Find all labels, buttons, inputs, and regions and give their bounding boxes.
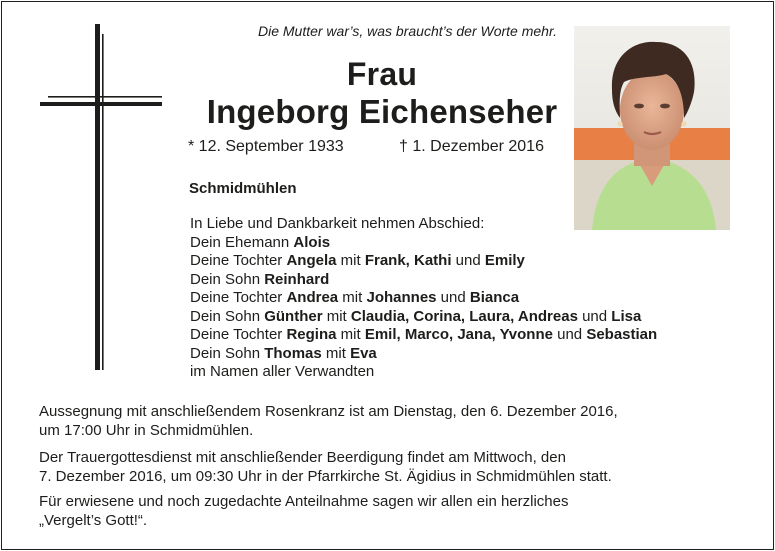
mourner-text: und	[451, 252, 485, 269]
mourner-line	[190, 326, 657, 345]
mourner-text: mit	[322, 307, 351, 325]
deceased-name: Ingeborg Eichenseher	[206, 93, 558, 130]
mourner-name: Claudia, Corina, Laura, Andreas	[350, 307, 578, 325]
mourner-line	[190, 252, 657, 271]
mourner-text: Deine Tochter	[190, 289, 287, 306]
mourner-name: Thomas	[264, 344, 322, 362]
obituary-card	[1, 1, 774, 550]
mourner-line	[190, 289, 657, 308]
salutation: Frau	[346, 56, 418, 92]
mourner-name: Bianca	[469, 289, 520, 306]
mourner-text: Dein Sohn	[190, 344, 265, 362]
mourner-line	[190, 234, 657, 253]
mourner-name: Regina	[286, 326, 337, 343]
mourner-text: Dein Ehemann	[190, 233, 294, 251]
mourner-text: und	[436, 289, 470, 306]
thanks-notice	[39, 492, 739, 530]
mourner-name: Reinhard	[264, 270, 330, 288]
blessing-line-2: um 17:00 Uhr in Schmidmühlen.	[39, 422, 254, 439]
mourner-name: Frank, Kathi	[364, 252, 452, 269]
mourner-line	[190, 271, 657, 290]
thanks-line-1: Für erwiesene und noch zugedachte Anteilnahme sagen wir allen ein herzliches	[39, 493, 569, 510]
mourner-text: mit	[336, 326, 365, 343]
mourner-name: Emil, Marco, Jana, Yvonne	[364, 326, 553, 343]
mourner-text: In Liebe und Dankbarkeit nehmen Abschied:	[190, 215, 485, 232]
mourner-name: Emily	[484, 252, 525, 269]
mourner-line	[190, 308, 657, 327]
service-line-2: 7. Dezember 2016, um 09:30 Uhr in der Pfarrkirche St. Ägidius in Schmidmühlen statt.	[39, 468, 612, 485]
mourner-line	[190, 363, 657, 382]
service-notice	[39, 448, 739, 486]
portrait-photo	[574, 26, 730, 230]
motto: Die Mutter war’s, was braucht’s der Worte mehr.	[257, 23, 557, 39]
thanks-line-2: „Vergelt’s Gott!“.	[39, 512, 148, 529]
service-line-1: Der Trauergottesdienst mit anschließender Beerdigung findet am Mittwoch, den	[39, 449, 566, 466]
mourner-line	[190, 345, 657, 364]
mourner-text: Dein Sohn	[190, 307, 265, 325]
mourner-text: Deine Tochter	[190, 252, 287, 269]
mourner-name: Günther	[264, 307, 323, 325]
mourner-name: Sebastian	[586, 326, 658, 343]
mourner-text: mit	[336, 252, 365, 269]
mourner-text: und	[577, 307, 612, 325]
mourner-text: und	[552, 326, 587, 343]
birth-date: * 12. September 1933	[188, 138, 344, 155]
blessing-line-1: Aussegnung mit anschließendem Rosenkranz ist am Dienstag, den 6. Dezember 2016,	[39, 403, 618, 420]
mourner-text: mit	[321, 344, 351, 362]
mourner-name: Johannes	[366, 289, 437, 306]
blessing-notice	[39, 402, 739, 440]
death-date: † 1. Dezember 2016	[399, 138, 544, 155]
mourners-list	[190, 215, 657, 382]
mourner-name: Angela	[286, 252, 337, 269]
mourner-name: Lisa	[611, 307, 642, 325]
mourner-name: Alois	[293, 233, 331, 251]
place: Schmidmühlen	[189, 180, 297, 197]
cross-icon	[38, 24, 164, 374]
mourner-text: mit	[338, 289, 367, 306]
mourner-text: Deine Tochter	[190, 326, 287, 343]
mourner-name: Andrea	[286, 289, 339, 306]
mourner-text: im Namen aller Verwandten	[190, 363, 375, 380]
mourner-name: Eva	[350, 344, 377, 362]
mourner-text: Dein Sohn	[190, 270, 265, 288]
